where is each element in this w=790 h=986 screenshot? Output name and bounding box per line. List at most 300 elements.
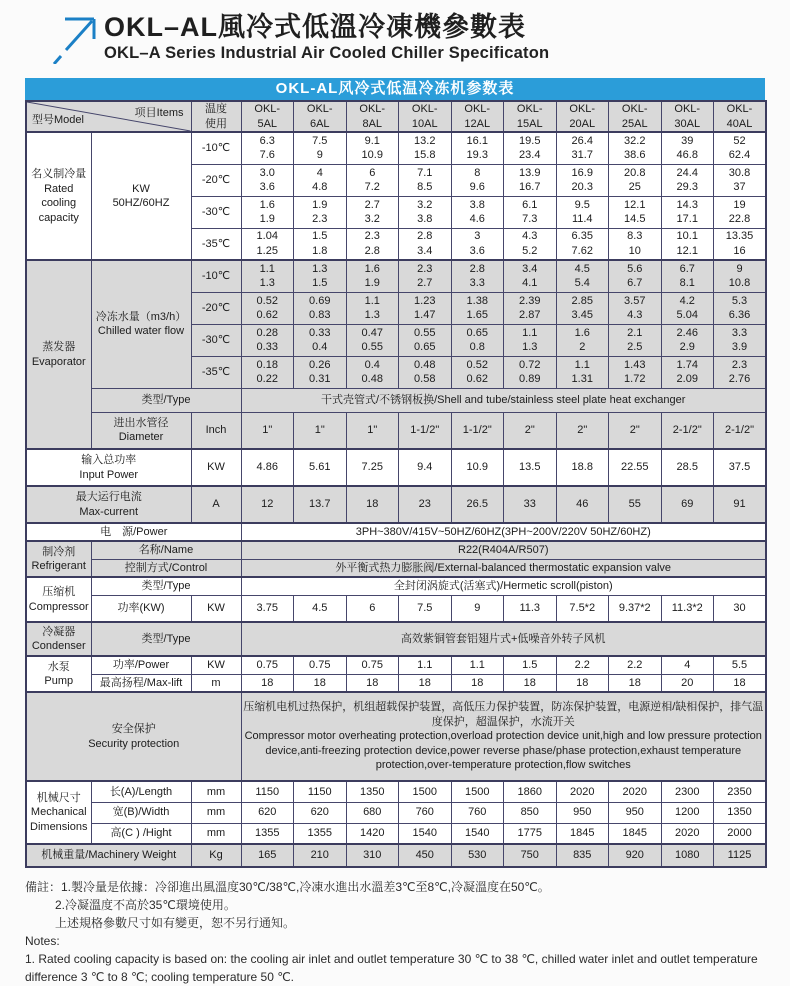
cell-line: 2020 [570,785,595,798]
value-cell [399,132,452,164]
value-cell [451,324,504,356]
cell-line: 530 [468,849,487,862]
cell-line: 1.1 [364,294,380,307]
item-label [91,388,241,412]
cell-line: Chilled water flow [97,325,185,338]
cell-line: 1.25 [256,244,278,257]
temp-label [191,292,241,324]
cell-line: 2.3 [417,262,433,275]
cell-line: 31.7 [571,149,593,162]
cell-line: 0.31 [309,373,331,385]
table-row [26,101,766,132]
cell-line: 19.3 [466,149,488,162]
cell-line: 18 [313,676,326,689]
cell-line: 7.6 [259,149,275,162]
value-cell [346,486,399,523]
cell-line: 5.3 [731,294,748,307]
spec-table [25,100,767,868]
cell-line: 26.5 [466,498,488,511]
cell-line: 3.4 [417,244,433,257]
cell-line: 1" [314,424,325,436]
model-header [504,101,557,132]
table-row [26,541,766,559]
cell-line: 33 [523,498,536,511]
model-header [556,101,609,132]
value-cell [556,656,609,674]
cell-line: 62.4 [728,149,751,162]
value-cell [661,844,714,867]
value-cell [241,802,294,823]
cell-line: 4.8 [312,181,328,193]
cell-line: 0.52 [256,294,278,307]
cell-line: 950 [625,806,644,819]
table-title-bar: OKL-AL风冷式低温冷冻机参数表 [25,78,765,100]
cell-line: 18.8 [571,461,593,474]
cell-line: 38.6 [624,149,646,162]
cell-line: 类型/Type [141,632,191,645]
cell-line: 13.5 [519,461,541,474]
value-cell [451,356,504,388]
cell-line: 3.8 [417,213,433,225]
cell-line: Input Power [79,468,139,481]
cell-line: 2.46 [676,326,698,339]
cell-line: 16 [733,244,746,257]
cell-line: 20 [681,676,694,689]
item-label [91,412,191,449]
value-cell [346,164,399,196]
page-subtitle: OKL–A Series Industrial Air Cooled Chiller Specificaton [104,44,550,62]
value-cell [714,356,767,388]
value-cell [241,324,294,356]
cell-line: 4.3 [522,230,538,243]
cell-line: KW [207,602,225,614]
cell-line: 0.65 [466,326,488,339]
cell-line: -20℃ [201,301,231,314]
value-cell [504,656,557,674]
value-cell [451,595,504,622]
value-cell [346,228,399,260]
cell-line: 4.3 [627,309,643,321]
temp-label [191,260,241,292]
cell-line: 30AL [674,117,701,130]
unit-label [191,802,241,823]
cell-line: 6.1 [522,198,538,211]
value-cell [556,486,609,523]
cell-line: 3.57 [624,294,646,307]
cell-line: 0.62 [256,309,278,321]
model-header [661,101,714,132]
cell-line: 0.52 [466,358,488,371]
cell-line: 2300 [675,785,700,798]
value-cell [294,595,347,622]
page-header [0,0,790,78]
cell-line: -10℃ [201,142,231,154]
cell-line: Max-current [79,505,139,518]
unit-label [191,781,241,802]
cell-line: 2-1/2" [725,424,754,436]
value-cell [714,781,767,802]
cell-line: 1.47 [414,309,436,321]
cell-line: 13.35 [725,230,754,243]
value-cell [504,449,557,486]
cell-line: 1.1 [417,659,433,671]
value-cell [714,260,767,292]
cell-line: 0.55 [361,341,383,353]
value-cell [346,324,399,356]
cell-line: 1.9 [259,213,275,225]
cell-line: 2 [579,341,586,353]
cell-line: 30 [733,602,746,614]
cell-line: 2.8 [364,244,380,257]
value-cell [504,228,557,260]
value-cell [504,674,557,692]
value-cell [241,132,294,164]
cell-line: 2020 [675,827,700,839]
cell-line: 3PH~380V/415V~50HZ/60HZ(3PH~200V/220V 50HZ/60HZ) [355,525,651,538]
value-cell [399,656,452,674]
cell-line: 10.9 [466,461,488,474]
value-cell [241,449,294,486]
cell-line: 水泵 [47,660,70,673]
cell-line: 干式壳管式/不锈钢板换/Shell and tube/stainless steel plate heat exchanger [321,393,686,406]
cell-line: 类型/Type [141,393,191,406]
value-cell [714,196,767,228]
cell-line: 4.6 [469,213,485,225]
value-cell [714,844,767,867]
cell-line: 5.5 [731,659,748,671]
value-cell [241,260,294,292]
cell-line: 1.6 [259,198,275,211]
cell-line: 2.7 [417,277,433,290]
cell-line: 类型/Type [141,580,191,592]
value-cell [661,486,714,523]
value-cell [661,228,714,260]
cell-line: 69 [681,498,694,511]
item-label [26,486,191,523]
cell-line: 18 [576,676,589,689]
value-cell [556,196,609,228]
item-label [91,577,241,595]
cell-line: 18 [366,498,379,511]
value-cell [451,823,504,844]
value-cell [661,802,714,823]
unit-label [191,486,241,523]
cell-line: 22.55 [620,461,649,474]
security-protection-text [241,692,766,781]
value-cell [294,823,347,844]
cell-line: 2020 [622,785,647,798]
section-label [26,260,91,449]
cell-line: 1.9 [364,277,380,290]
cell-line: 5.04 [676,309,698,321]
value-cell [294,412,347,449]
value-cell [504,823,557,844]
value-cell [504,132,557,164]
cell-line: 12.1 [676,244,698,257]
cell-line: 1420 [360,827,385,839]
cell-line: Refrigerant [31,560,86,572]
cell-line: 6.35 [571,230,593,243]
cell-line: 91 [733,498,746,511]
cell-line: 压缩机 [42,586,76,598]
cell-line: 1150 [255,785,280,798]
item-label [26,844,191,867]
section-label [26,577,91,622]
temp-header [191,101,241,132]
table-row [26,132,766,164]
value-cell [609,412,662,449]
cell-line: 13.7 [309,498,331,511]
value-cell [294,781,347,802]
table-row [26,622,766,656]
cell-line: 2.3 [364,230,380,243]
value-cell [714,486,767,523]
value-cell [294,356,347,388]
cell-line: m [211,676,221,689]
note-line: 備註：1.製冷量是依據：冷卻進出風溫度30℃/38℃,冷凍水進出水溫差3℃至8℃,冷凝溫度在50℃。 [25,880,550,894]
value-cell [661,292,714,324]
cell-line: 1" [367,424,378,436]
cell-line: 1.1 [574,358,590,371]
table-row [26,412,766,449]
value-cell [451,781,504,802]
cell-line: 1500 [412,785,437,798]
value-cell [346,196,399,228]
value-cell [556,228,609,260]
cell-line: 16.7 [519,181,541,193]
cell-line: 3.6 [259,181,275,193]
cell-line: -30℃ [201,333,231,346]
cell-line: 0.18 [256,358,278,371]
unit-label [191,823,241,844]
cell-line: OKL- [621,103,648,115]
cell-line: 2" [629,424,640,436]
value-cell [609,486,662,523]
cell-line: 0.75 [361,659,383,671]
value-cell [661,196,714,228]
cell-line: Rated [44,182,74,195]
cell-line: 22.8 [728,213,751,225]
cell-line: 0.69 [309,294,331,307]
value-cell [661,324,714,356]
cell-line: 3.45 [571,309,593,321]
value-cell [609,823,662,844]
value-cell [504,412,557,449]
value-cell [609,356,662,388]
value-cell [609,449,662,486]
value-cell [714,802,767,823]
merged-value [241,388,766,412]
cell-line: 165 [258,849,277,862]
cell-line: 6.7 [627,277,643,290]
cell-line: 1350 [360,785,385,798]
cell-line: 1355 [255,827,280,839]
merged-value [241,622,766,656]
cell-line: 1.3 [312,262,328,275]
cell-line: 最高扬程/Max-lift [99,676,183,689]
value-cell [661,781,714,802]
cell-line: 12AL [464,117,491,130]
value-cell [241,781,294,802]
item-label [91,559,241,577]
value-cell [294,196,347,228]
cell-line: 2.76 [728,373,751,385]
table-row [26,486,766,523]
cell-line: 最大运行电流 [75,491,142,503]
value-cell [399,196,452,228]
cell-line: 1-1/2" [462,424,492,436]
value-cell [451,674,504,692]
table-row [26,674,766,692]
value-cell [294,802,347,823]
cell-line: 0.8 [469,341,485,353]
value-cell [399,595,452,622]
cell-line: 12 [261,498,274,511]
value-cell [556,844,609,867]
cell-line: mm [206,827,226,839]
value-cell [609,802,662,823]
cell-line: 9.1 [364,134,380,147]
cell-line: 宽(B)/Width [112,806,170,819]
cell-line: Pump [44,675,74,687]
value-cell [399,356,452,388]
table-row [26,823,766,844]
cell-line: 机械重量/Machinery Weight [41,849,177,862]
cell-line: 29.3 [676,181,698,193]
cell-line: 1.72 [624,373,646,385]
cell-line: 920 [625,849,644,862]
value-cell [714,228,767,260]
cell-line: OKL- [359,103,386,115]
value-cell [556,674,609,692]
value-cell [399,486,452,523]
value-cell [399,412,452,449]
value-cell [451,486,504,523]
cell-line: 2.2 [627,659,643,671]
item-label [91,260,191,388]
cell-line: KW [207,461,225,474]
cell-line: 功率(KW) [117,602,165,614]
value-cell [294,292,347,324]
value-cell [661,656,714,674]
value-cell [294,674,347,692]
item-label [91,541,241,559]
cell-line: 0.48 [361,373,383,385]
model-header [451,101,504,132]
temp-label [191,196,241,228]
cell-line: 4.86 [256,461,278,474]
unit-label [191,412,241,449]
cell-line: 52 [733,134,746,147]
cell-line: 6 [369,602,376,614]
cell-line: 名称/Name [138,544,194,556]
cell-line: 18 [523,676,536,689]
cell-line: 7.2 [364,181,380,193]
cell-line: 1.6 [574,326,590,339]
cell-line: 2" [524,424,535,436]
cell-line: 2" [577,424,588,436]
value-cell [504,356,557,388]
cell-line: 7.5 [312,134,328,147]
cell-line: 10.8 [728,277,751,290]
cell-line: 1.1 [469,659,485,671]
value-cell [504,260,557,292]
item-label [91,132,191,260]
cell-line: 5.61 [309,461,331,474]
cell-line: 19 [733,198,746,211]
cell-line: 0.33 [309,326,331,339]
cell-line: 5.6 [627,262,643,275]
value-cell [609,324,662,356]
cell-line: 0.28 [256,326,278,339]
value-cell [399,228,452,260]
value-cell [609,132,662,164]
value-cell [399,781,452,802]
cell-line: 7.25 [361,461,383,474]
cell-line: 6AL [309,117,330,130]
cell-line: OKL- [306,103,333,115]
value-cell [451,292,504,324]
cell-line: 高(C ) /Hight [110,827,172,839]
table-row [26,781,766,802]
cell-line: 20.8 [624,166,646,179]
value-cell [346,844,399,867]
cell-line: 6.3 [259,134,275,147]
cell-line: 全封闭涡旋式(活塞式)/Hermetic scroll(piston) [393,580,613,592]
value-cell [609,844,662,867]
value-cell [504,781,557,802]
cell-line: 4 [684,659,691,671]
item-label [26,523,241,541]
cell-line: 4.2 [679,294,695,307]
value-cell [451,196,504,228]
item-label [26,449,191,486]
value-cell [241,228,294,260]
unit-label [191,656,241,674]
cell-line: 2.9 [679,341,695,353]
value-cell [451,412,504,449]
value-cell [399,674,452,692]
cell-line: 2.1 [627,326,643,339]
value-cell [294,260,347,292]
cell-line: mm [206,785,226,798]
cell-line: 1.23 [414,294,436,307]
cell-line: 0.48 [414,358,436,371]
cell-line: 7.5 [417,602,433,614]
cell-line: 16.1 [466,134,488,147]
cell-line: 1540 [465,827,490,839]
table-row [26,449,766,486]
items-axis-label: 项目Items [134,107,184,119]
value-cell [609,164,662,196]
cell-line: 1355 [307,827,332,839]
value-cell [609,292,662,324]
cell-line: 3.0 [259,166,275,179]
table-row [26,595,766,622]
item-label [91,622,241,656]
value-cell [346,656,399,674]
cell-line: Inch [205,424,227,436]
cell-line: 620 [310,806,329,819]
value-cell [346,132,399,164]
cell-line: 835 [573,849,592,862]
cell-line: 1150 [307,785,332,798]
cell-line: 3.3 [731,326,748,339]
cell-line: 20.3 [571,181,593,193]
value-cell [661,595,714,622]
cell-line: 28.5 [676,461,698,474]
cell-line: 760 [468,806,487,819]
